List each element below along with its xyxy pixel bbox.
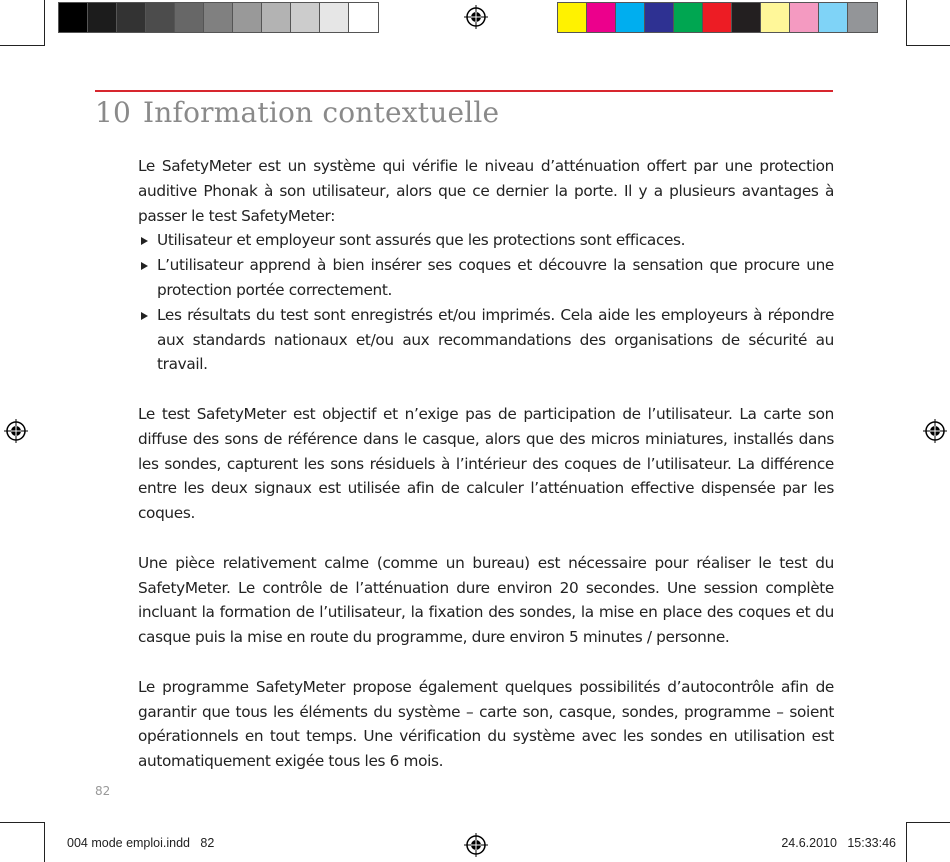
body-text [138,154,834,774]
crop-mark-bottom-left-v [44,822,45,862]
crop-mark-top-left-v [44,0,45,46]
duration-paragraph: Une pièce relativement calme (comme un bureau) est nécessaire pour réaliser le test du SafetyMeter. Le contrôle de l’atténuation dure environ 20 secondes. Une session complète incluant la formation de l’utilisateur, la fixation des sondes, la mise en place des coques et du casque puis la mise en route du programme, dure environ 5 minutes / personne. [138,553,834,647]
registration-mark-top-icon [464,5,488,29]
color-swatch [761,3,790,32]
crop-mark-bottom-left-h [0,822,44,823]
crop-mark-bottom-right-v [906,822,907,862]
crop-mark-top-right-v [906,0,907,46]
color-swatch [233,3,262,32]
color-swatch [117,3,146,32]
color-swatch [146,3,175,32]
color-swatch [204,3,233,32]
color-swatch [262,3,291,32]
color-swatch [175,3,204,32]
color-swatch [59,3,88,32]
intro-paragraph: Le SafetyMeter est un système qui vérifie le niveau d’atténuation offert par une protection auditive Phonak à son utilisateur, alors que ce dernier la porte. Il y a plusieurs avantages à passer le test SafetyMeter: [138,157,834,225]
color-swatch [645,3,674,32]
color-swatch [587,3,616,32]
crop-mark-bottom-right-h [907,822,950,823]
grayscale-color-bar [58,2,379,33]
color-swatch [320,3,349,32]
section-number: 10 [95,96,132,129]
slug-file-info: 004 mode emploi.indd 82 [67,836,215,850]
color-swatch [88,3,117,32]
color-swatch [790,3,819,32]
page-number: 82 [95,784,111,798]
color-swatch [558,3,587,32]
section-title: Information contextuelle [143,96,500,129]
color-swatch [819,3,848,32]
color-swatch [703,3,732,32]
registration-mark-right-icon [923,419,947,443]
page-title [95,96,499,129]
advantages-list [138,228,834,377]
method-paragraph: Le test SafetyMeter est objectif et n’exige pas de participation de l’utilisateur. La carte son diffuse des sons de référence dans le casque, alors que des micros miniatures, installés dans les sondes, capturent les sons résiduels à l’intérieur des coques de l’utilisateur. La différence entre les deux signaux est utilisée afin de calculer l’atténuation effective dispensée par les coques. [138,404,834,523]
color-swatch [349,3,378,32]
selfcheck-paragraph: Le programme SafetyMeter propose également quelques possibilités d’autocontrôle afin de garantir que tous les éléments du système – carte son, casque, sondes, programme – soient opérationnels en tout temps. Une vérification du système avec les sondes en utilisation est automatiquement exigée tous les 6 mois. [138,677,834,771]
color-swatch [848,3,877,32]
list-item: Les résultats du test sont enregistrés et/ou imprimés. Cela aide les employeurs à répondre aux standards nationaux et/ou aux recommandations des organisations de sécurité au travail. [138,303,834,377]
color-swatch [291,3,320,32]
registration-mark-bottom-icon [464,833,488,857]
color-swatch [616,3,645,32]
crop-mark-top-right-h [907,45,950,46]
slug-timestamp: 24.6.2010 15:33:46 [781,836,896,850]
crop-mark-top-left-h [0,45,44,46]
registration-mark-left-icon [4,419,28,443]
color-swatch [732,3,761,32]
color-swatch [674,3,703,32]
heading-rule [95,90,833,92]
list-item: Utilisateur et employeur sont assurés que les protections sont efficaces. [138,228,834,253]
process-color-bar [557,2,878,33]
list-item: L’utilisateur apprend à bien insérer ses coques et découvre la sensation que procure une protection portée correctement. [138,253,834,303]
